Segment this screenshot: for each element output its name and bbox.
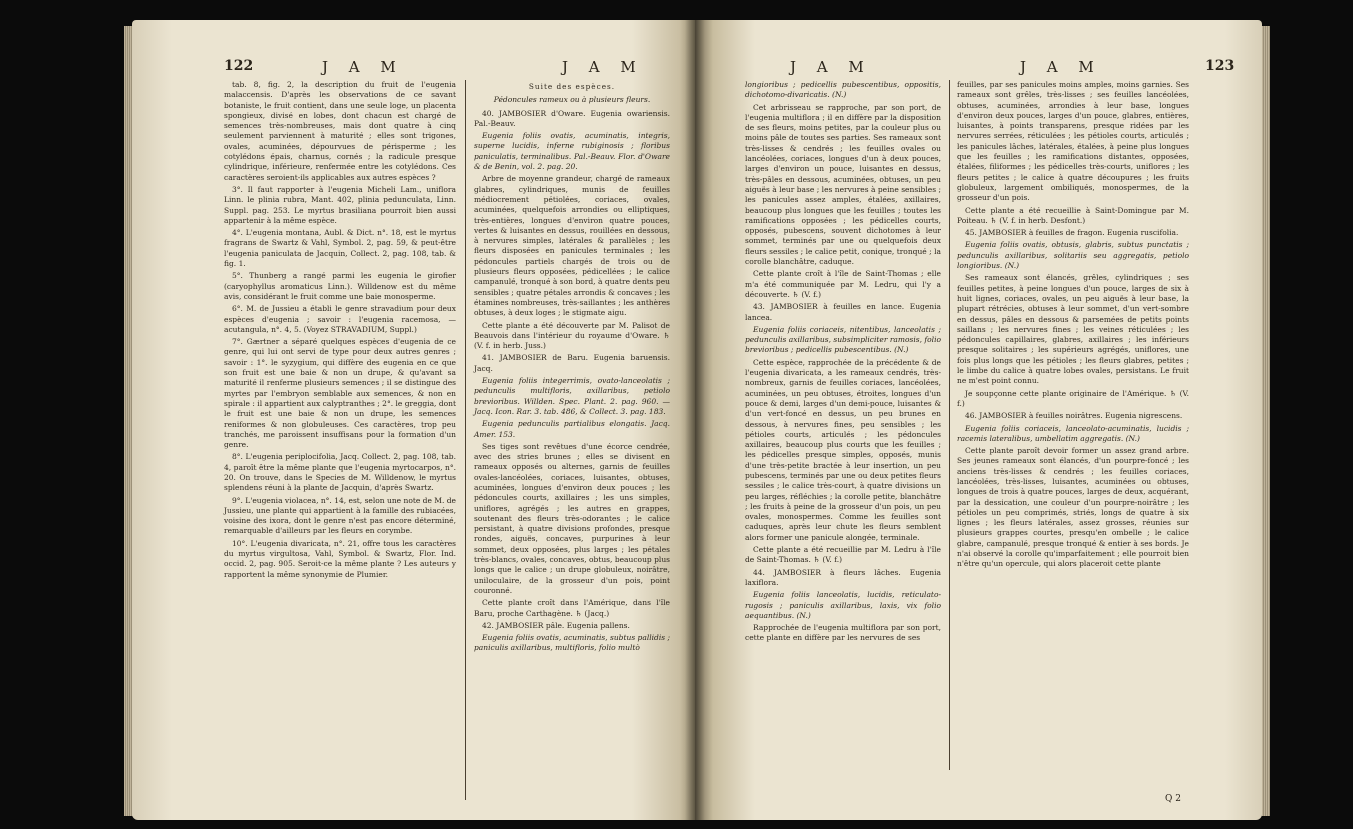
left-page	[132, 20, 695, 820]
column-rule	[465, 80, 466, 800]
paragraph: Cette plante a été recueillie par M. Ledru à l'île de Saint-Thomas. ♄ (V. f.)	[745, 545, 941, 565]
paragraph: Ses tiges sont revêtues d'une écorce cendrée, avec des stries brunes ; elles se divisent en rameaux opposés ou alternes, garnis de feuilles ovales-lancéolées, coriaces, luisantes, obtuses, acuminées, longues d'environ deux pouces ; les pédoncules courts, axillaires ; les uns simples, uniflores, agrégés ; les autres en grappes, soutenant des fleurs très-odorantes ; le calice persistant, à quatre divisions profondes, presque rondes, aiguës, concaves, purpurines à leur sommet, deux opposées, plus larges ; les pétales très-blancs, ovales, concaves, obtus, beaucoup plus longs que le calice ; un drupe globuleux, noirâtre, uniloculaire, de la grosseur d'un pois, point couronné.	[474, 441, 670, 595]
paragraph: Cette plante a été recueillie à Saint-Domingue par M. Poiteau. ♄ (V. f. in herb. Desfont.)	[957, 205, 1189, 225]
paragraph: Cet arbrisseau se rapproche, par son port, de l'eugenia multiflora ; il en diffère par la disposition de ses fleurs, moins petites, par la couleur plus ou moins pâle de toutes ses parties. Ses rameaux sont très-lisses & cendrés ; les feuilles ovales ou lancéolées, coriaces, longues d'un à deux pouces, larges d'environ un pouce, luisantes en dessus, très-pâles en dessous, acuminées, obtuses, un peu aiguës à leur base ; les nervures à peine sensibles ; les panicules assez amples, étalées, axillaires, beaucoup plus longues que les feuilles ; toutes les ramifications opposées ; les pédicelles courts, opposés, pubescens, souvent dichotomes à leur sommet, terminés par une ou quelquefois deux fleurs sessiles ; le calice petit, conique, tronqué ; la corolle blanchâtre, caduque.	[745, 102, 941, 267]
diagnosis: Eugenia pedunculis partialibus elongatis. Jacq. Amer. 153.	[474, 419, 670, 439]
species-title: 40. JAMBOSIER d'Oware. Eugenia owariensis. Pal.-Beauv.	[474, 108, 670, 128]
paragraph: Arbre de moyenne grandeur, chargé de rameaux glabres, cylindriques, munis de feuilles médiocrement pétiolées, coriaces, ovales, acuminées, quelquefois arrondies ou elliptiques, très-entières, longues d'environ quatre pouces, vertes & luisantes en dessus, rouillées en dessous, à nervures simples, latérales & parallèles ; les fleurs disposées en panicules terminales ; les pédoncules partiels chargés de trois ou de plusieurs fleurs opposées, pédicellées ; le calice campanulé, tronqué à son bord, à quatre dents peu sensibles ; quatre pétales arrondis & concaves ; les étamines nombreuses, très-saillantes ; les anthères obtuses, à deux loges ; le stigmate aigu.	[474, 174, 670, 318]
species-title: 46. JAMBOSIER à feuilles noirâtres. Eugenia nigrescens.	[965, 411, 1183, 421]
text-column-left	[224, 80, 456, 582]
paragraph: Ses rameaux sont élancés, grêles, cylindriques ; ses feuilles petites, à peine longues d'un pouce, larges de six à huit lignes, coriaces, ovales, un peu aiguës à leur base, la plupart rétrécies, obtuses à leur sommet, d'un vert-sombre en dessus, pâles en dessous & parsemées de petits points saillans ; les nervures fines ; les veines réticulées ; les pédoncules capillaires, glabres, axillaires ; les inférieurs presque solitaires ; les supérieurs agrégés, uniflores, une fois plus longs que les pétioles ; les fleurs glabres, petites ; le limbe du calice à quatre lobes ovales, persistans. Le fruit ne m'est point connu.	[957, 273, 1189, 386]
diagnosis: longioribus ; pedicellis pubescentibus, oppositis, dichotomo-divaricatis. (N.)	[745, 80, 941, 100]
paragraph: Cette plante croît à l'île de Saint-Thomas ; elle m'a été communiquée par M. Ledru, qui l'y a découverte. ♄ (V. f.)	[745, 269, 941, 299]
page-number: 122	[224, 58, 254, 74]
running-header-right: J A M	[562, 58, 644, 76]
paragraph: Cette plante paroît devoir former un assez grand arbre. Ses jeunes rameaux sont élancés, d'un pourpre-foncé ; les anciens très-lisses & cendrés ; les feuilles coriaces, lancéolées, très-lisses, luisantes, acuminées ou obtuses, longues de trois à quatre pouces, larges de deux, acquérant, par la dessication, une couleur d'un pourpre-noirâtre ; les pétioles un peu comprimés, striés, longs de quatre à six lignes ; les fleurs latérales, assez grosses, réunies sur plusieurs grappes courtes, presqu'en ombelle ; le calice glabre, campanulé, presque tronqué & entier à ses bords. Je n'ai observé la corolle qu'imparfaitement ; elle pourroit bien n'être qu'un opercule, qui alors placeroit cette plante	[957, 446, 1189, 569]
species-title: 41. JAMBOSIER de Baru. Eugenia baruensis. Jacq.	[474, 353, 670, 373]
diagnosis: Eugenia foliis integerrimis, ovato-lanceolatis ; pedunculis multifloris, axillaribus, petiolo brevioribus. Willden. Spec. Plant. 2. pag. 960. — Jacq. Icon. Rar. 3. tab. 486, & Collect. 3. pag. 183.	[474, 376, 670, 416]
species-title: 42. JAMBOSIER pâle. Eugenia pallens.	[482, 620, 630, 630]
paragraph: Cette espèce, rapprochée de la précédente & de l'eugenia divaricata, a les rameaux cendrés, très-nombreux, garnis de feuilles coriaces, lancéolées, acuminées, un peu obtuses, étroites, longues d'un pouce & demi, larges d'un demi-pouce, luisantes & d'un vert-foncé en dessus, un peu brunes en dessous, à nervures fines, peu sensibles ; les pétioles courts, articulés ; les pédoncules axillaires, beaucoup plus courts que les feuilles ; les pédicelles presque simples, opposés, munis d'une très-petite bractée à leur insertion, un peu pubescens, terminés par une ou deux petites fleurs sessiles ; le calice très-court, à quatre divisions un peu larges, réfléchies ; la corolle petite, blanchâtre ; les fruits à peine de la grosseur d'un pois, un peu ovales, monospermes. Comme les feuilles sont caduques, après leur chute les fleurs semblent alors former une panicule alongée, terminale.	[745, 357, 941, 542]
diagnosis: Eugenia foliis coriaceis, lanceolato-acuminatis, lucidis ; racemis lateralibus, umbellatim aggregatis. (N.)	[957, 423, 1189, 443]
paragraph: 9°. L'eugenia violacea, n°. 14, est, selon une note de M. de Jussieu, une plante qui appartient à la famille des rubiacées, voisine des ixora, dont le genre n'est pas encore déterminé, remarquable d'ailleurs par les fleurs en corymbe.	[224, 495, 456, 536]
page-number: 123	[1205, 58, 1235, 74]
paragraph: 5°. Thunberg a rangé parmi les eugenia le girofier (caryophyllus aromaticus Linn.). Willdenow est du même avis, considérant le fruit comme une baie monosperme.	[224, 271, 456, 301]
book-gutter	[685, 20, 705, 820]
paragraph: 8°. L'eugenia periplocifolia, Jacq. Collect. 2, pag. 108, tab. 4, paroît être la même plante que l'eugenia myrtocarpos, n°. 20. On trouve, dans le Species de M. Willdenow, le myrtus splendens réuni à la plante de Jacquin, d'après Swartz.	[224, 452, 456, 493]
running-header-left: J A M	[322, 58, 404, 76]
signature-mark: Q 2	[1165, 794, 1181, 804]
diagnosis: Eugenia foliis ovatis, acuminatis, subtus pallidis ; paniculis axillaribus, multifloris, folio multò	[474, 633, 670, 653]
paragraph: 4°. L'eugenia montana, Aubl. & Dict. n°. 18, est le myrtus fragrans de Swartz & Vahl, Symbol. 2, pag. 59, & peut-être l'eugenia paniculata de Jacquin, Collect. 2, pag. 108, tab. & fig. 1.	[224, 228, 456, 269]
column-rule	[949, 80, 950, 770]
paragraph: Cette plante croît dans l'Amérique, dans l'île Baru, proche Carthagène. ♄ (Jacq.)	[474, 598, 670, 618]
paragraph: Je soupçonne cette plante originaire de l'Amérique. ♄ (V. f.)	[957, 388, 1189, 408]
diagnosis: Eugenia foliis lanceolatis, lucidis, reticulato-rugosis ; paniculis axillaribus, laxis, vix folio aequantibus. (N.)	[745, 590, 941, 620]
running-header-right: J A M	[1020, 58, 1102, 76]
species-title: 45. JAMBOSIER à feuilles de fragon. Eugenia ruscifolia.	[965, 228, 1179, 238]
diagnosis: Eugenia foliis ovatis, acuminatis, integris, superne lucidis, inferne rubiginosis ; floribus paniculatis, terminalibus. Pal.-Beauv. Flor. d'Oware & de Benin, vol. 2. pag. 20.	[474, 131, 670, 172]
paragraph: 6°. M. de Jussieu a établi le genre stravadium pour deux espèces d'eugenia ; savoir : l'eugenia racemosa, — acutangula, n°. 4, 5. (Voyez STRAVADIUM, Suppl.)	[224, 304, 456, 334]
paragraph: 3°. Il faut rapporter à l'eugenia Micheli Lam., uniflora Linn. le plinia rubra, Mant. 402, plinia pedunculata, Linn. Suppl. pag. 253. Le myrtus brasiliana pourroit bien aussi appartenir à la même espèce.	[224, 184, 456, 225]
paragraph: tab. 8, fig. 2, la description du fruit de l'eugenia malaccensis. D'après les observations de ce savant botaniste, le fruit contient, dans une seule loge, un placenta spongieux, divisé en lobes, dont chacun est chargé de semences très-nombreuses, mais dont quatre à cinq seulement parviennent à maturité ; elles sont trigones, ovales, acuminées, dépourvues de périsperme ; les cotylédons épais, charnus, cornés ; la radicule presque cylindrique, inférieure, renfermée entre les cotylédons. Ces caractères seroient-ils applicables aux autres espèces ?	[224, 80, 456, 182]
section-heading: Suite des espèces.	[528, 82, 616, 91]
species-title: 44. JAMBOSIER à fleurs lâches. Eugenia laxiflora.	[745, 567, 941, 587]
paragraph: 10°. L'eugenia divaricata, n°. 21, offre tous les caractères du myrtus virgultosa, Vahl, Symbol. & Swartz, Flor. Ind. occid. 2, pag. 905. Seroit-ce la même plante ? Les auteurs y rapportent la même synonymie de Plumier.	[224, 538, 456, 579]
paragraph: Rapprochée de l'eugenia multiflora par son port, cette plante en diffère par les nervures de ses	[745, 623, 941, 643]
right-page	[695, 20, 1262, 820]
diagnosis: Eugenia foliis coriaceis, nitentibus, lanceolatis ; pedunculis axillaribus, subsimpliciter ramosis, folio brevioribus ; pedicellis pubescentibus. (N.)	[745, 324, 941, 355]
section-subheading: Pédoncules rameux ou à plusieurs fleurs.	[493, 95, 651, 105]
text-column-right	[474, 80, 670, 656]
paragraph: feuilles, par ses panicules moins amples, moins garnies. Ses rameaux sont grêles, très-lisses ; ses feuilles lancéolées, obtuses, acuminées, arrondies à leur base, longues d'environ deux pouces, larges d'un pouce, glabres, entières, luisantes, à points transparens, presque ridées par les nervures serrées, réticulées ; les pétioles courts, articulés ; les panicules lâches, latérales, étalées, à peine plus longues que les feuilles ; les ramifications distantes, opposées, étalées, filiformes ; les pédicelles très-courts, uniflores ; les fleurs petites ; le calice à quatre découpures ; les fruits globuleux, largement ombiliqués, monospermes, de la grosseur d'un pois.	[957, 80, 1189, 203]
text-column-right	[957, 80, 1189, 572]
open-book	[132, 20, 1262, 820]
paragraph: 7°. Gærtner a séparé quelques espèces d'eugenia de ce genre, qui lui ont servi de type pour deux autres genres ; savoir : 1°. le syzygium, qui diffère des eugenia en ce que son fruit est une baie & non un drupe, & qu'avant sa maturité il renferme plusieurs semences ; il se distingue des myrtes par l'embryon semblable aux semences, & non en spirale : il appartient aux calyptranthes ; 2°. le greggia, dont le fruit est une baie & non un drupe, les semences reniformes & non globuleuses. Ces caractères, trop peu tranchés, me paroissent insuffisans pour la formation d'un genre.	[224, 337, 456, 450]
species-title: 43. JAMBOSIER à feuilles en lance. Eugenia lancea.	[745, 302, 941, 322]
diagnosis: Eugenia foliis ovatis, obtusis, glabris, subtus punctatis ; pedunculis axillaribus, solitariis seu aggregatis, petiolo longioribus. (N.)	[957, 240, 1189, 271]
paragraph: Cette plante a été découverte par M. Palisot de Beauvois dans l'intérieur du royaume d'Oware. ♄ (V. f. in herb. Juss.)	[474, 320, 670, 351]
text-column-left	[745, 80, 941, 646]
running-header-left: J A M	[790, 58, 872, 76]
